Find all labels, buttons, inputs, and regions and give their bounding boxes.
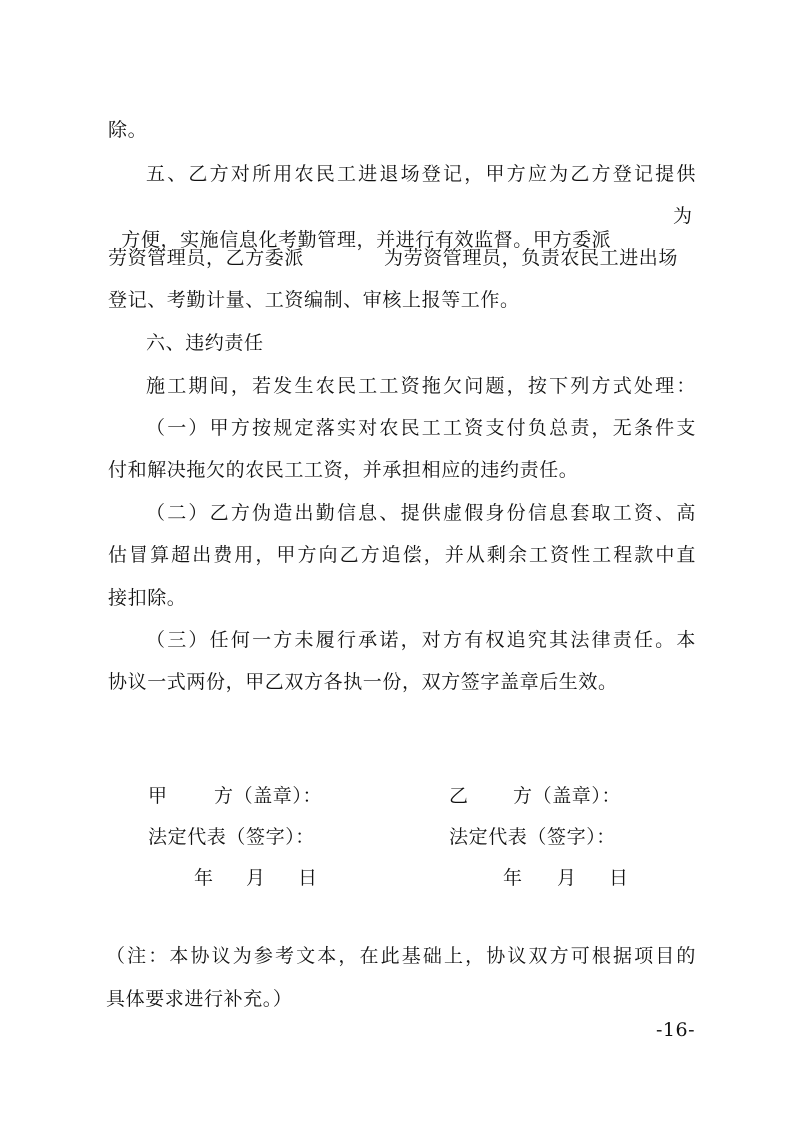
text-line: （二）乙方伪造出勤信息、提供虚假身份信息套取工资、高 [146, 502, 696, 524]
text-line: 五、乙方对所用农民工进退场登记，甲方应为乙方登记提供 [146, 163, 696, 185]
note-line: （注：本协议为参考文本，在此基础上，协议双方可根据项目的 [106, 945, 696, 967]
text-fragment: 为劳资管理员，负责农民工进出场 [384, 247, 679, 269]
party-a-month: 月 [246, 867, 266, 889]
page-number: -16- [655, 1019, 695, 1041]
party-b-rep-label: 法定代表（签字）： [449, 826, 616, 848]
party-a-rep-label: 法定代表（签字）： [148, 826, 315, 848]
party-b-month: 月 [557, 867, 577, 889]
party-a-seal-label: 方（盖章）： [214, 785, 323, 807]
text-line: （一）甲方按规定落实对农民工工资支付负总责，无条件支 [146, 417, 696, 439]
party-b-label: 乙 [449, 785, 469, 807]
party-a-day: 日 [298, 867, 318, 889]
text-line: 估冒算超出费用，甲方向乙方追偿，并从剩余工资性工程款中直 [108, 544, 696, 566]
section-heading: 六、违约责任 [146, 332, 264, 354]
note-line: 具体要求进行补充。） [106, 988, 293, 1010]
party-b-seal-label: 方（盖章）： [513, 785, 622, 807]
party-b-year: 年 [503, 867, 523, 889]
text-line: 协议一式两份，甲乙双方各执一份，双方签字盖章后生效。 [108, 671, 618, 693]
text-line: 除。 [108, 119, 148, 141]
text-line: 付和解决拖欠的农民工工资，并承担相应的违约责任。 [108, 459, 579, 481]
party-a-label: 甲 [148, 785, 168, 807]
party-a-year: 年 [194, 867, 214, 889]
text-line: 施工期间，若发生农民工工资拖欠问题，按下列方式处理： [146, 375, 696, 397]
text-line: 接扣除。 [108, 587, 187, 609]
text-line: （三）任何一方未履行承诺，对方有权追究其法律责任。本 [146, 629, 696, 651]
text-line: 登记、考勤计量、工资编制、审核上报等工作。 [108, 289, 520, 311]
party-b-day: 日 [609, 867, 629, 889]
text-fragment: 劳资管理员，乙方委派 [108, 247, 305, 269]
text-fragment: 方便，实施信息化考勤管理，并进行有效监督。甲方委派 [121, 229, 612, 251]
text-fragment: 为 [673, 205, 693, 227]
text-line [108, 204, 611, 252]
